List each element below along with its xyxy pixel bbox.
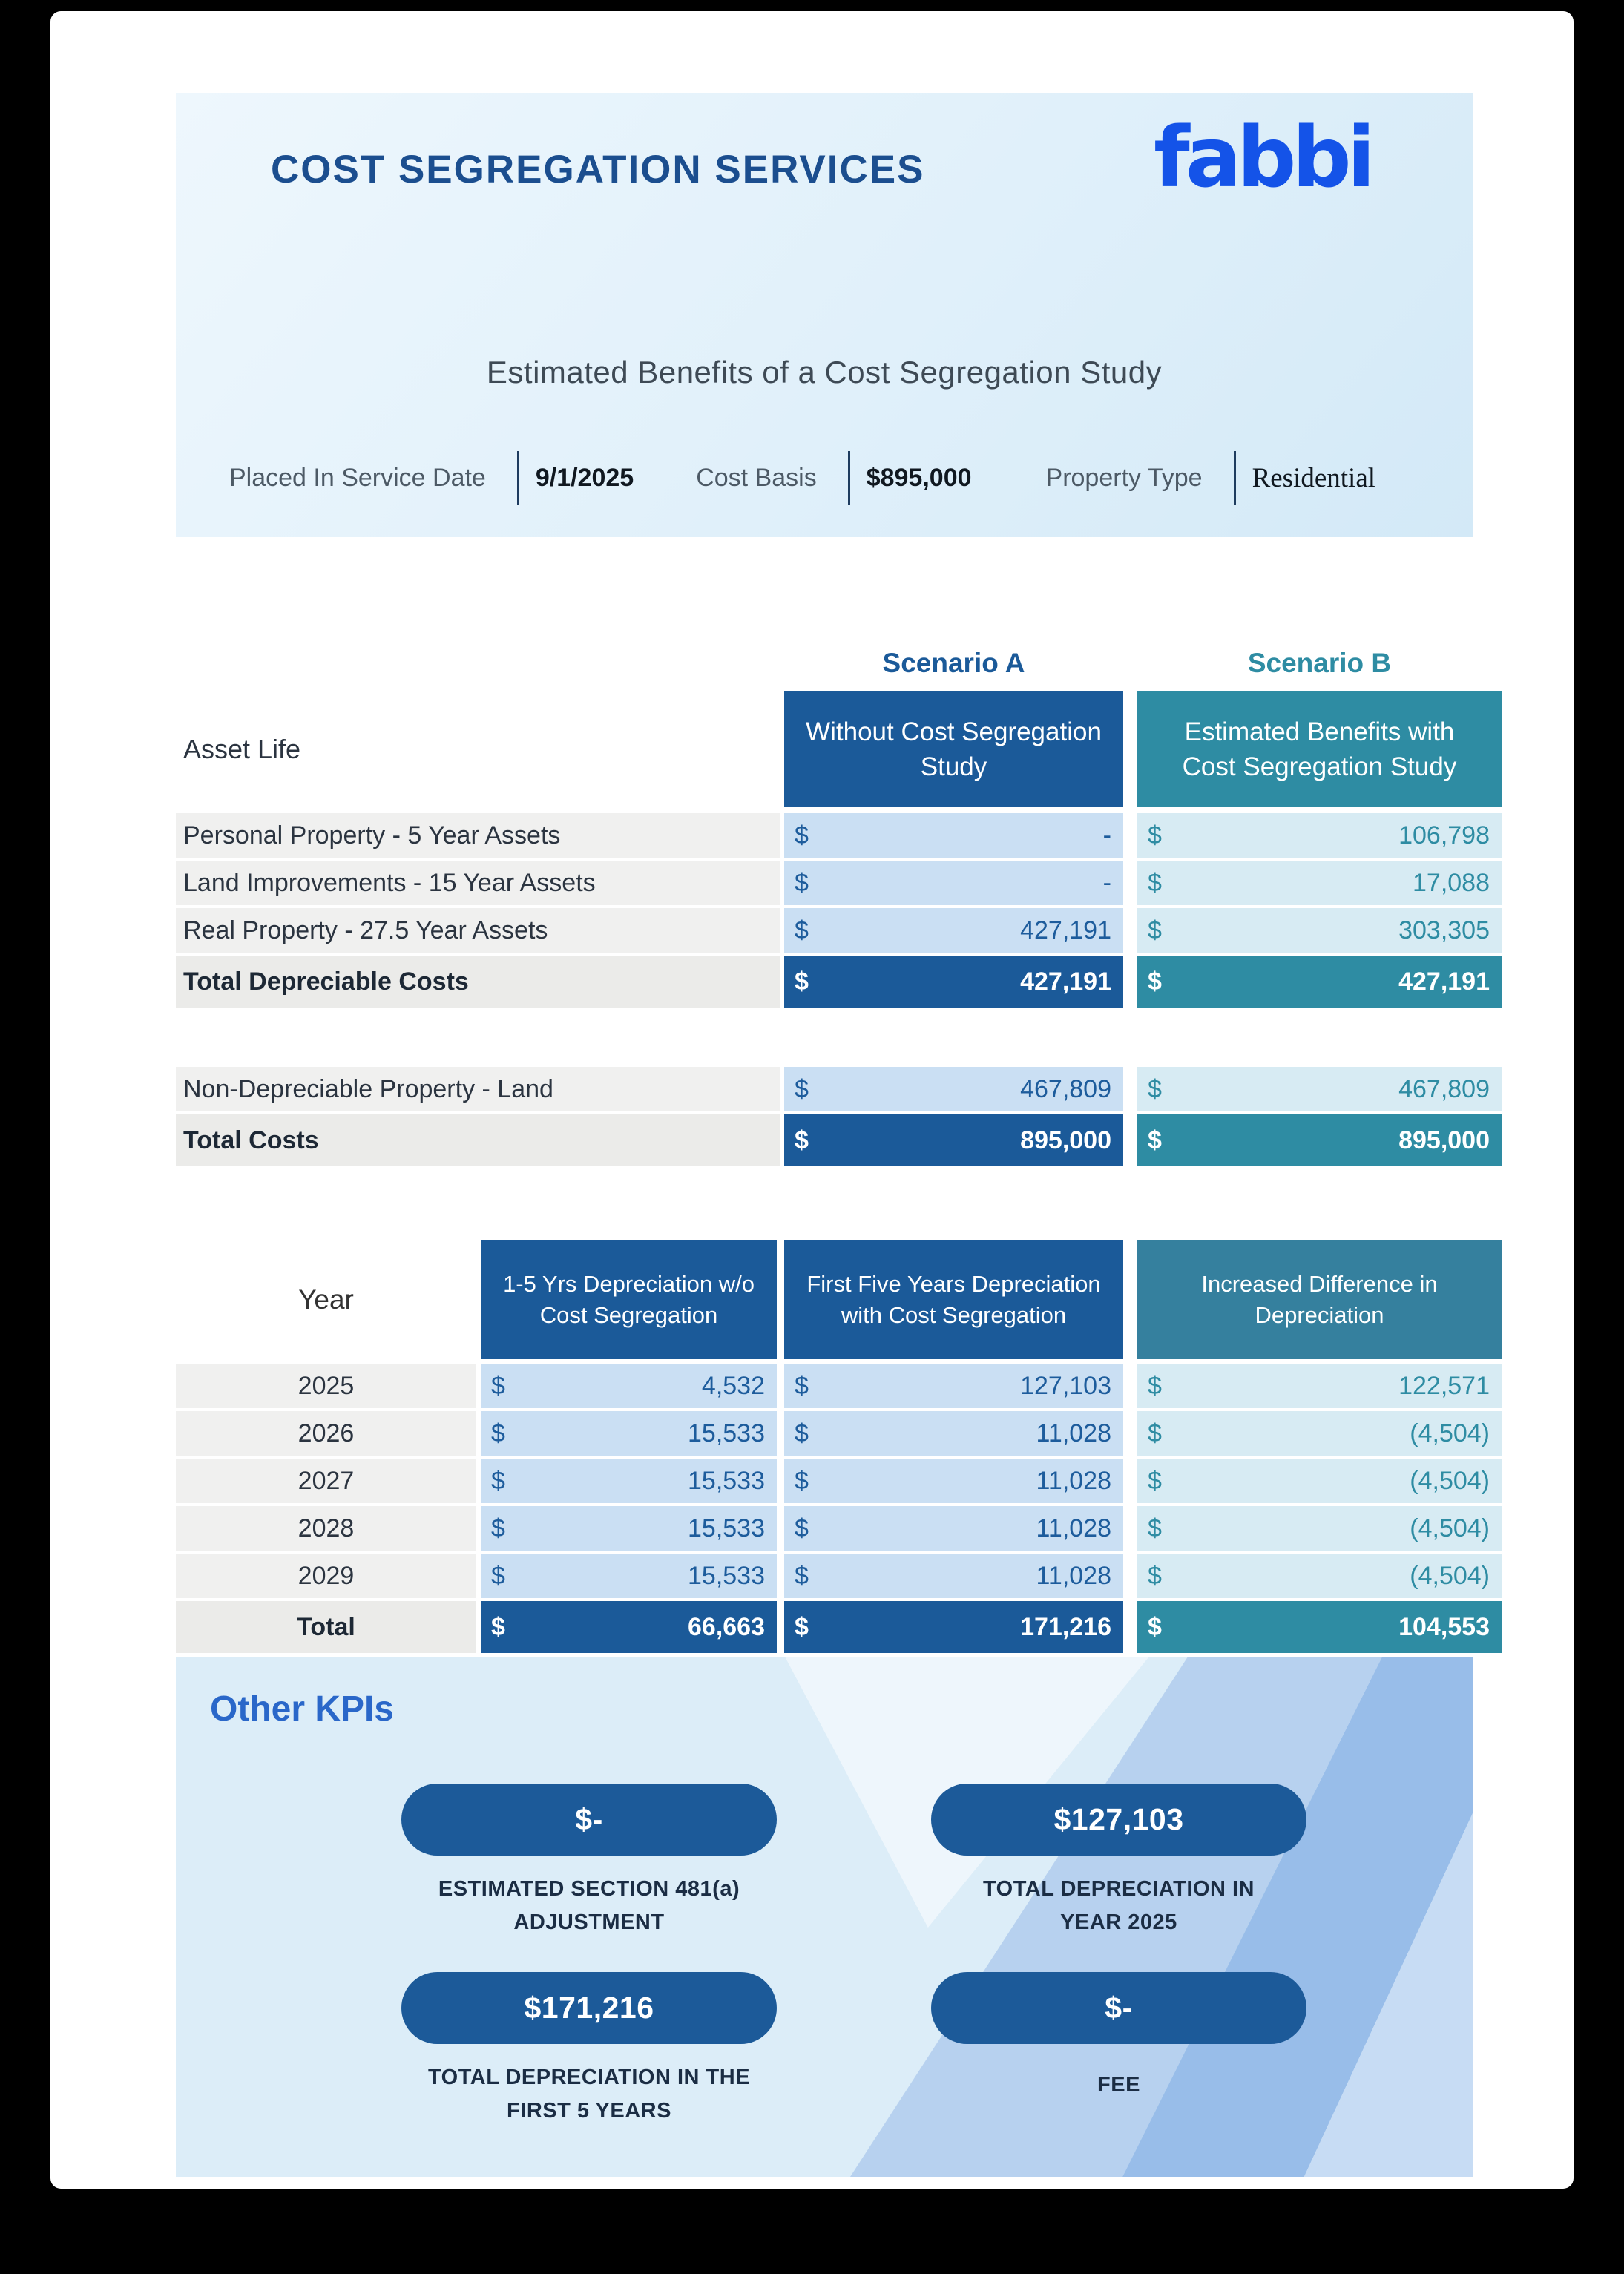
placed-in-service-value: 9/1/2025 xyxy=(535,463,634,492)
year-cell: 2027 xyxy=(176,1459,476,1503)
col1-total: $ 66,663 xyxy=(481,1601,777,1653)
col1-value: $ 15,533 xyxy=(481,1411,777,1456)
col3-value: $ (4,504) xyxy=(1137,1459,1502,1503)
report-title: COST SEGREGATION SERVICES xyxy=(271,148,925,191)
col1-value: $ 15,533 xyxy=(481,1506,777,1551)
divider-bar xyxy=(848,451,850,505)
kpi-caption-section-481a: ESTIMATED SECTION 481(a) ADJUSTMENT xyxy=(438,1877,740,1934)
land-row xyxy=(176,1067,1574,1111)
col3-value: $ (4,504) xyxy=(1137,1411,1502,1456)
brand-logo: fabbi xyxy=(1154,110,1372,206)
year-total-row xyxy=(176,1601,1574,1653)
col2-value: $ 11,028 xyxy=(784,1459,1123,1503)
total-label: Total xyxy=(176,1601,476,1653)
col1-value: $ 15,533 xyxy=(481,1554,777,1598)
kpi-caption-depreciation-5yr: TOTAL DEPRECIATION IN THE FIRST 5 YEARS xyxy=(427,2066,751,2123)
scenario-table-body xyxy=(176,813,1574,1166)
year-cell: 2028 xyxy=(176,1506,476,1551)
col3-value: $ (4,504) xyxy=(1137,1554,1502,1598)
section-gap xyxy=(176,1011,1574,1067)
kpi-pill-fee: $- xyxy=(931,1972,1306,2044)
col2-value: $ 11,028 xyxy=(784,1411,1123,1456)
year-cell: 2026 xyxy=(176,1411,476,1456)
cost-basis-value: $895,000 xyxy=(866,463,972,492)
col3-value: $ 122,571 xyxy=(1137,1364,1502,1408)
table-row xyxy=(176,1364,1574,1408)
property-info-row xyxy=(229,448,1375,507)
other-kpis-heading: Other KPIs xyxy=(210,1689,395,1729)
scenario-b-total: $ 427,191 xyxy=(1137,956,1502,1008)
with-study-header: Estimated Benefits with Cost Segregation Study xyxy=(1137,691,1502,807)
scenario-b-total: $ 895,000 xyxy=(1137,1114,1502,1166)
year-cell: 2029 xyxy=(176,1554,476,1598)
table-row xyxy=(176,1506,1574,1551)
report-page xyxy=(50,11,1574,2189)
total-depreciable-row xyxy=(176,956,1574,1008)
asset-life-label: Asset Life xyxy=(183,734,301,764)
col2-value: $ 11,028 xyxy=(784,1554,1123,1598)
other-kpis-section xyxy=(176,1657,1473,2177)
table-row xyxy=(176,1554,1574,1598)
without-study-header: Without Cost Segregation Study xyxy=(784,691,1123,807)
kpi-caption-depreciation-2025: TOTAL DEPRECIATION IN YEAR 2025 xyxy=(982,1877,1255,1934)
table-row xyxy=(176,1459,1574,1503)
scenario-a-total: $ 427,191 xyxy=(784,956,1123,1008)
cost-basis-label: Cost Basis xyxy=(696,463,817,492)
row-label: Real Property - 27.5 Year Assets xyxy=(176,908,780,953)
scenario-labels-row xyxy=(176,645,1574,681)
year-cell: 2025 xyxy=(176,1364,476,1408)
table-row xyxy=(176,813,1574,858)
col3-total: $ 104,553 xyxy=(1137,1601,1502,1653)
depreciation-with-header: First Five Years Depreciation with Cost Segregation xyxy=(784,1240,1123,1359)
table-row xyxy=(176,908,1574,953)
scenario-a-total: $ 895,000 xyxy=(784,1114,1123,1166)
row-label: Total Depreciable Costs xyxy=(176,956,780,1008)
col1-value: $ 15,533 xyxy=(481,1459,777,1503)
depreciation-without-header: 1-5 Yrs Depreciation w/o Cost Segregation xyxy=(481,1240,777,1359)
scenario-b-value: $ 303,305 xyxy=(1137,908,1502,953)
col2-total: $ 171,216 xyxy=(784,1601,1123,1653)
report-subtitle: Estimated Benefits of a Cost Segregation Study xyxy=(486,355,1163,390)
row-label: Total Costs xyxy=(176,1114,780,1166)
scenario-a-value: $ - xyxy=(784,813,1123,858)
increased-difference-header: Increased Difference in Depreciation xyxy=(1137,1240,1502,1359)
scenario-a-value: $ 467,809 xyxy=(784,1067,1123,1111)
placed-in-service-label: Placed In Service Date xyxy=(229,463,486,492)
scenario-b-value: $ 467,809 xyxy=(1137,1067,1502,1111)
scenario-b-value: $ 17,088 xyxy=(1137,861,1502,905)
property-type-label: Property Type xyxy=(1045,463,1203,492)
header-band xyxy=(176,93,1473,537)
scenario-a-label: Scenario A xyxy=(882,648,1025,678)
total-costs-row xyxy=(176,1114,1574,1166)
kpi-pill-section-481a: $- xyxy=(401,1784,777,1856)
scenario-a-value: $ - xyxy=(784,861,1123,905)
col1-value: $ 4,532 xyxy=(481,1364,777,1408)
kpi-caption-fee: FEE xyxy=(1097,2073,1140,2097)
scenario-a-value: $ 427,191 xyxy=(784,908,1123,953)
row-label: Land Improvements - 15 Year Assets xyxy=(176,861,780,905)
row-label: Personal Property - 5 Year Assets xyxy=(176,813,780,858)
col3-value: $ (4,504) xyxy=(1137,1506,1502,1551)
year-table-body xyxy=(176,1364,1574,1653)
property-type-value: Residential xyxy=(1252,462,1376,493)
scenario-b-value: $ 106,798 xyxy=(1137,813,1502,858)
col2-value: $ 11,028 xyxy=(784,1506,1123,1551)
scenario-table-header xyxy=(176,691,1574,807)
table-row xyxy=(176,861,1574,905)
col2-value: $ 127,103 xyxy=(784,1364,1123,1408)
divider-bar xyxy=(517,451,519,505)
year-table-header xyxy=(176,1240,1574,1359)
table-row xyxy=(176,1411,1574,1456)
kpi-pill-depreciation-2025: $127,103 xyxy=(931,1784,1306,1856)
year-table xyxy=(50,1240,1574,1653)
scenario-b-label: Scenario B xyxy=(1247,648,1392,678)
row-label: Non-Depreciable Property - Land xyxy=(176,1067,780,1111)
kpi-pill-depreciation-5yr: $171,216 xyxy=(401,1972,777,2044)
divider-bar xyxy=(1234,451,1236,505)
year-header: Year xyxy=(298,1284,354,1315)
